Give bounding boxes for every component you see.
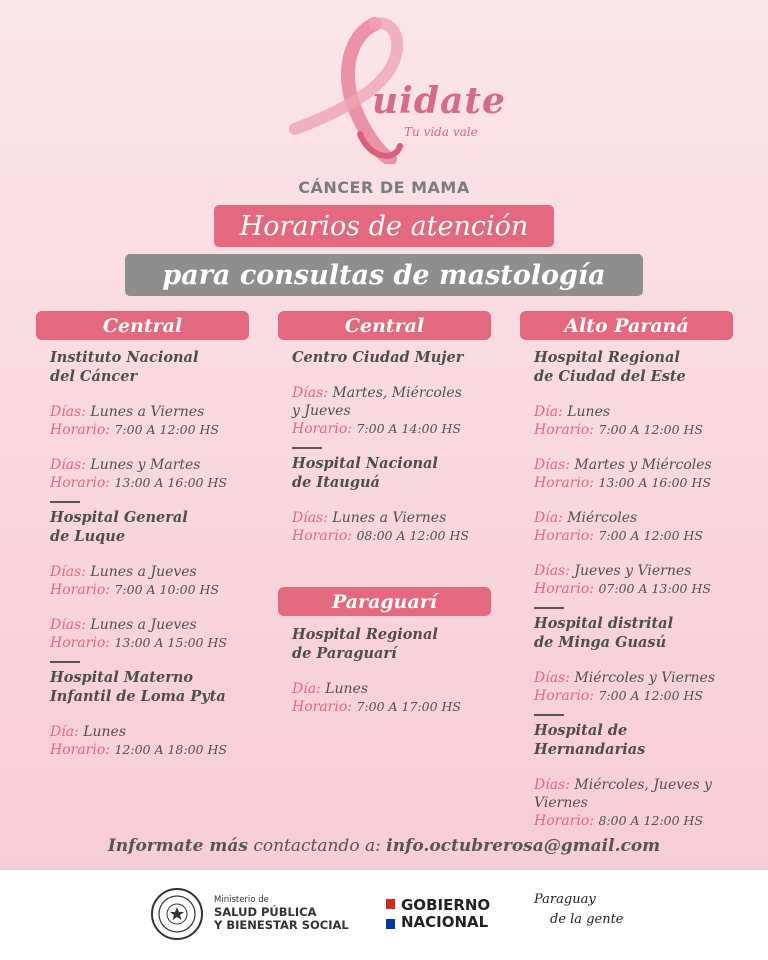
divider: [292, 447, 322, 449]
schedule-block: Días: Lunes y Martes Horario: 13:00 A 16:00 HS: [50, 457, 227, 491]
schedule-block: Días: Jueves y Viernes Horario: 07:00 A 13:00 HS: [534, 563, 711, 597]
divider: [534, 714, 564, 716]
schedule-block: Días: Lunes a Jueves Horario: 7:00 A 10:00 HS: [50, 564, 219, 598]
national-seal-icon: [150, 887, 204, 941]
schedule-block: Días: Lunes a Viernes Horario: 08:00 A 12:00 HS: [292, 510, 469, 544]
contact-line: [0, 836, 768, 856]
column-alto-parana: [534, 348, 754, 830]
column-central-2: [292, 348, 472, 545]
paraguay-flag-icon: [386, 899, 395, 929]
hospital-name: Centro Ciudad Mujer: [292, 349, 464, 366]
hospital-name: Hospital General de Luque: [50, 509, 188, 545]
slogan-logo: Paraguay de la gente: [534, 892, 624, 927]
region-header-central-1: Central: [36, 311, 249, 340]
hospital-name: Hospital Nacional de Itauguá: [292, 455, 438, 491]
region-header-central-2: Central: [278, 311, 491, 340]
region-header-paraguari: Paraguarí: [278, 587, 491, 616]
contact-lead: contactando a:: [253, 836, 381, 856]
contact-email-link[interactable]: info.octubrerosa@gmail.com: [386, 836, 661, 856]
hospital-name: Hospital distrital de Minga Guasú: [534, 615, 674, 651]
ministry-label: SALUD PÚBLICA Y BIENESTAR SOCIAL: [214, 905, 349, 932]
gobierno-nacional-logo: GOBIERNO NACIONAL: [401, 896, 491, 931]
schedule-block: Día: Lunes Horario: 12:00 A 18:00 HS: [50, 724, 227, 758]
contact-lead-bold: Informate más: [107, 836, 248, 856]
column-central-1: [50, 348, 270, 759]
hospital-name: Hospital Regional de Paraguarí: [292, 626, 438, 662]
column-paraguari: [292, 625, 512, 716]
schedule-block: Día: Lunes Horario: 7:00 A 17:00 HS: [292, 681, 461, 715]
divider: [534, 607, 564, 609]
logo-tagline: Tu vida vale: [404, 125, 478, 139]
subject-heading: CÁNCER DE MAMA: [298, 178, 470, 197]
schedule-block: Días: Martes y Miércoles Horario: 13:00 A 16:00 HS: [534, 457, 712, 491]
hospital-name: Hospital Regional de Ciudad del Este: [534, 349, 686, 385]
title-banner-pink: Horarios de atención: [214, 205, 554, 247]
hospital-name: Instituto Nacional del Cáncer: [50, 349, 199, 385]
schedule-block: Días: Miércoles, Jueves y Viernes Horario: 8:00 A 12:00 HS: [534, 777, 712, 829]
ministry-label-small: Ministerio de: [214, 895, 269, 905]
schedule-block: Día: Lunes Horario: 7:00 A 12:00 HS: [534, 404, 703, 438]
schedule-block: Días: Martes, Miércoles y Jueves Horario: 7:00 A 14:00 HS: [292, 385, 462, 437]
divider: [50, 661, 80, 663]
schedule-block: Días: Miércoles y Viernes Horario: 7:00 A 12:00 HS: [534, 670, 716, 704]
region-header-alto-parana: Alto Paraná: [520, 311, 733, 340]
hospital-name: Hospital Materno Infantil de Loma Pyta: [50, 669, 226, 705]
divider: [50, 501, 80, 503]
logo-word: uidate: [372, 80, 506, 122]
title-banner-gray: para consultas de mastología: [125, 254, 643, 296]
schedule-block: Días: Lunes a Jueves Horario: 13:00 A 15:00 HS: [50, 617, 227, 651]
hospital-name: Hospital de Hernandarias: [534, 722, 646, 758]
schedule-block: Días: Lunes a Viernes Horario: 7:00 A 12:00 HS: [50, 404, 219, 438]
footer-logos-bar: [0, 870, 768, 960]
schedule-block: Día: Miércoles Horario: 7:00 A 12:00 HS: [534, 510, 703, 544]
